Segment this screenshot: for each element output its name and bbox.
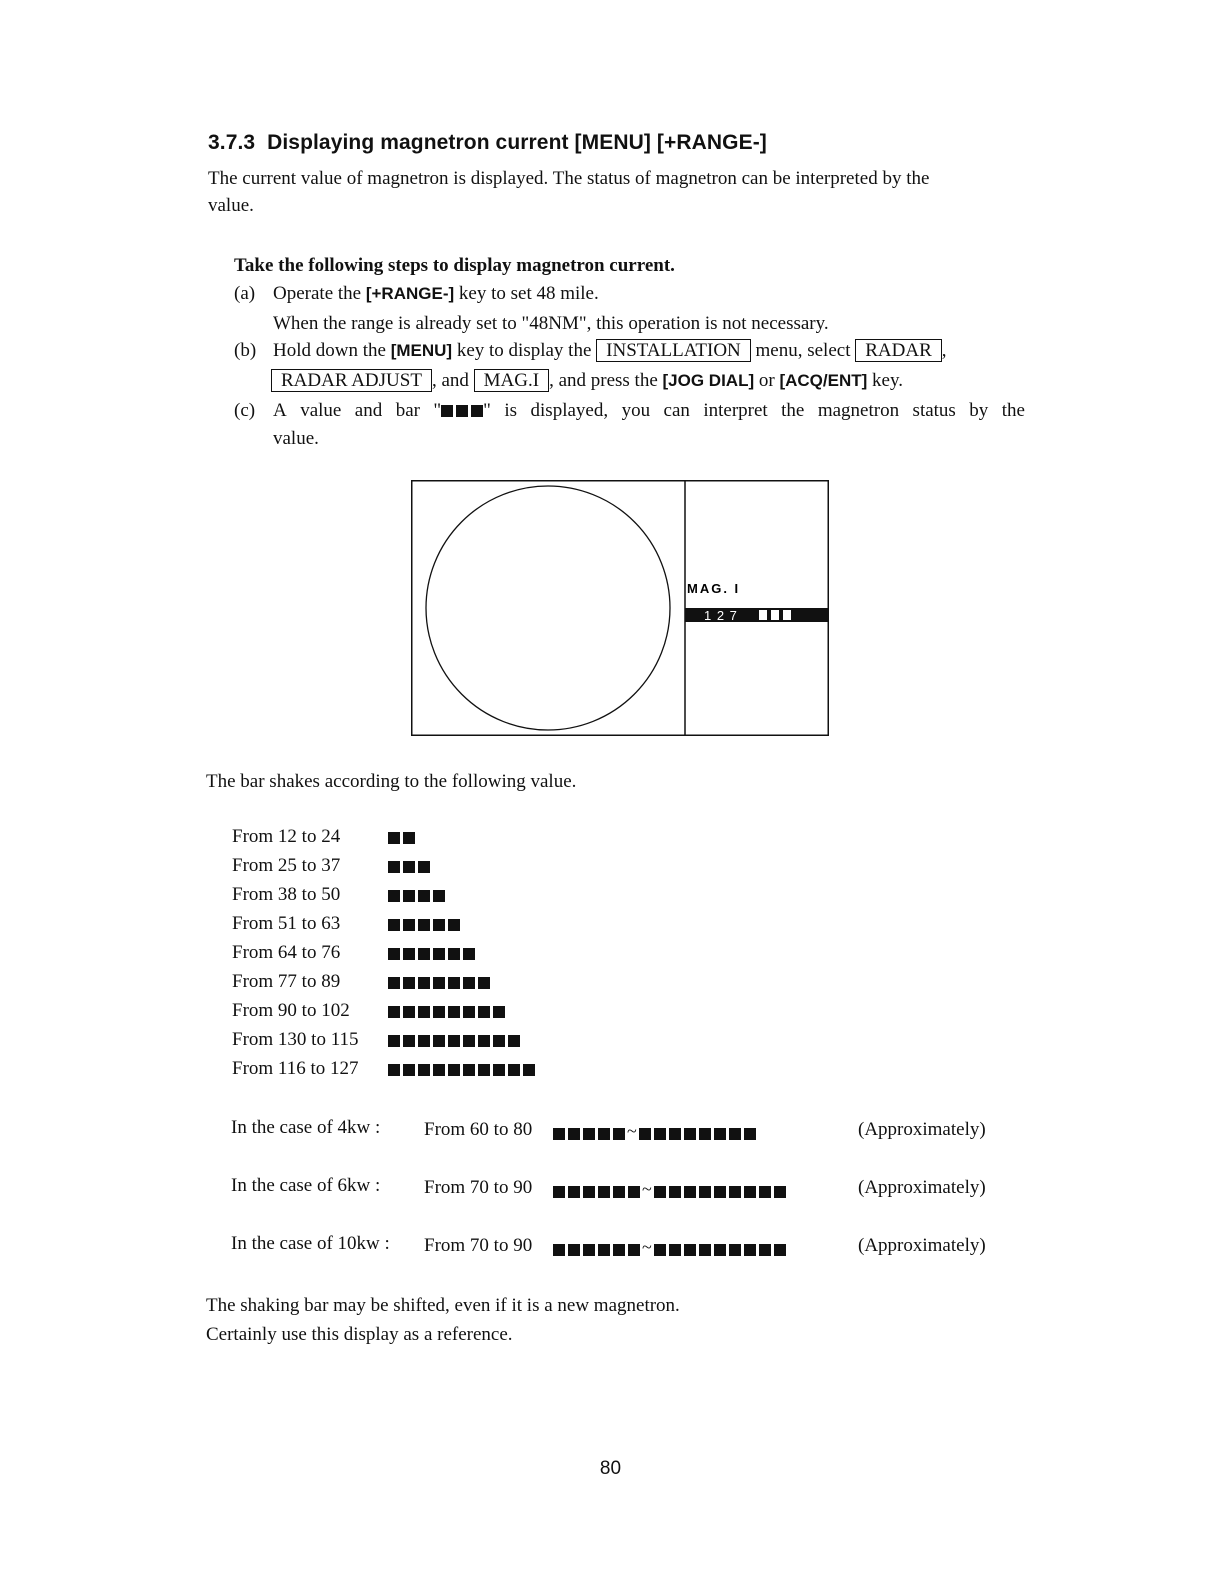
range-bar — [388, 1064, 538, 1078]
bar-square — [403, 919, 415, 931]
case-range: From 70 to 90 — [424, 1177, 533, 1198]
case-label: In the case of 4kw : — [231, 1117, 381, 1138]
bar-square — [403, 1035, 415, 1047]
bar-square — [448, 948, 460, 960]
bar-square — [553, 1186, 565, 1198]
bar-square — [628, 1186, 640, 1198]
bar-square — [403, 861, 415, 873]
bar-square — [493, 1064, 505, 1076]
bar-square — [613, 1186, 625, 1198]
bar-square — [388, 861, 400, 873]
bar-square — [418, 890, 430, 902]
bar-square — [433, 977, 445, 989]
case-bar — [553, 1179, 789, 1200]
step-b-line-2: RADAR ADJUST , and MAG.I , and press the [JOG DIAL] or [ACQ/ENT] key. — [271, 367, 903, 394]
bar-square — [508, 1035, 520, 1047]
closing-line-1: The shaking bar may be shifted, even if it is a new magnetron. — [206, 1295, 680, 1316]
radar-adjust-menu-box: RADAR ADJUST — [271, 369, 432, 392]
closing-line-2: Certainly use this display as a reference. — [206, 1324, 513, 1345]
installation-menu-box: INSTALLATION — [596, 339, 751, 362]
jog-dial-key: [JOG DIAL] — [662, 371, 755, 390]
bar-square — [433, 919, 445, 931]
bar-square — [418, 948, 430, 960]
bar-square — [478, 977, 490, 989]
case-approx: (Approximately) — [858, 1119, 986, 1140]
bar-square — [418, 919, 430, 931]
bar-square — [553, 1244, 565, 1256]
bar-square — [478, 1006, 490, 1018]
range-label: From 116 to 127 — [232, 1058, 359, 1079]
case-label: In the case of 6kw : — [231, 1175, 381, 1196]
mag-i-label: MAG. I — [687, 581, 741, 596]
bar-square — [759, 1244, 771, 1256]
bar-square — [568, 1186, 580, 1198]
range-label: From 25 to 37 — [232, 855, 341, 876]
bar-square — [493, 1006, 505, 1018]
radar-menu-box: RADAR — [855, 339, 942, 362]
step-b-line-1: Hold down the [MENU] key to display the INSTALLATION menu, select RADAR , — [273, 340, 947, 361]
bar-square — [448, 977, 460, 989]
mag-i-level-square-2 — [771, 610, 779, 620]
range-label: From 90 to 102 — [232, 1000, 350, 1021]
step-c-line-1: A value and bar " " is displayed, you can interpret the magnetron status by the — [273, 400, 1025, 421]
bar-square — [388, 919, 400, 931]
section-heading — [208, 131, 767, 155]
range-bar — [388, 948, 478, 962]
range-bar — [388, 832, 418, 846]
bar-square — [654, 1128, 666, 1140]
bar-square — [669, 1128, 681, 1140]
range-label: From 130 to 115 — [232, 1029, 359, 1050]
bar-square — [508, 1064, 520, 1076]
bar-square — [463, 1064, 475, 1076]
mag-i-menu-box: MAG.I — [474, 369, 549, 392]
bar-square — [729, 1186, 741, 1198]
range-bar — [388, 861, 433, 875]
step-b-marker: (b) — [234, 340, 257, 361]
bar-square — [714, 1186, 726, 1198]
bar-square — [418, 1035, 430, 1047]
range-label: From 77 to 89 — [232, 971, 341, 992]
step-c-line-2: value. — [273, 428, 319, 449]
bar-square — [774, 1186, 786, 1198]
range-label: From 38 to 50 — [232, 884, 341, 905]
radar-display-diagram — [411, 480, 829, 736]
bar-square — [418, 977, 430, 989]
bar-square — [729, 1244, 741, 1256]
range-label: From 51 to 63 — [232, 913, 341, 934]
bar-square — [583, 1244, 595, 1256]
tilde-separator: ~ — [642, 1237, 652, 1257]
case-range: From 70 to 90 — [424, 1235, 533, 1256]
tilde-separator: ~ — [627, 1121, 637, 1141]
radar-ppi-circle — [426, 486, 670, 730]
bar-square — [699, 1244, 711, 1256]
case-bar — [553, 1237, 789, 1258]
case-range: From 60 to 80 — [424, 1119, 533, 1140]
bar-square — [388, 832, 400, 844]
bar-square — [478, 1035, 490, 1047]
bar-square — [714, 1244, 726, 1256]
bar-square — [714, 1128, 726, 1140]
mag-i-value: 1 2 7 — [704, 608, 738, 623]
bar-square — [598, 1244, 610, 1256]
bar-square — [463, 1006, 475, 1018]
bar-square — [583, 1186, 595, 1198]
bar-square — [493, 1035, 505, 1047]
bar-square — [654, 1244, 666, 1256]
menu-key: [MENU] — [390, 341, 453, 360]
bar-square — [418, 861, 430, 873]
bar-square — [403, 890, 415, 902]
bar-square — [463, 948, 475, 960]
range-key: [+RANGE-] — [365, 284, 455, 303]
bar-square — [613, 1128, 625, 1140]
bar-square — [744, 1244, 756, 1256]
bar-square — [744, 1128, 756, 1140]
bar-square — [388, 1006, 400, 1018]
bar-square — [598, 1128, 610, 1140]
step-c-marker: (c) — [234, 400, 256, 421]
bar-square — [639, 1128, 651, 1140]
step-a-text: Operate the [+RANGE-] key to set 48 mile. — [273, 283, 599, 304]
bar-square — [388, 1064, 400, 1076]
range-bar — [388, 919, 463, 933]
bar-square — [684, 1244, 696, 1256]
bar-caption: The bar shakes according to the following value. — [206, 771, 577, 792]
range-label: From 12 to 24 — [232, 826, 341, 847]
case-bar — [553, 1121, 759, 1142]
bar-square — [583, 1128, 595, 1140]
acq-ent-key: [ACQ/ENT] — [779, 371, 868, 390]
bar-square — [418, 1006, 430, 1018]
bar-square — [613, 1244, 625, 1256]
range-bar — [388, 1006, 508, 1020]
bar-square — [523, 1064, 535, 1076]
bar-square — [729, 1128, 741, 1140]
bar-square — [699, 1186, 711, 1198]
range-bar — [388, 1035, 523, 1049]
bar-square — [463, 977, 475, 989]
steps-heading: Take the following steps to display magnetron current. — [234, 255, 675, 276]
bar-square — [403, 1006, 415, 1018]
case-approx: (Approximately) — [858, 1235, 986, 1256]
bar-square — [403, 1064, 415, 1076]
bar-square — [568, 1128, 580, 1140]
bar-square — [744, 1186, 756, 1198]
bar-square — [568, 1244, 580, 1256]
bar-square — [388, 977, 400, 989]
bar-square — [433, 1064, 445, 1076]
bar-square — [418, 1064, 430, 1076]
section-title: Displaying magnetron current [MENU] [+RANGE-] — [267, 131, 767, 154]
case-approx: (Approximately) — [858, 1177, 986, 1198]
page-number: 80 — [599, 1458, 622, 1479]
bar-square — [403, 948, 415, 960]
bar-square — [388, 890, 400, 902]
range-bar — [388, 890, 448, 904]
bar-square — [654, 1186, 666, 1198]
bar-square — [774, 1244, 786, 1256]
bar-square — [388, 1035, 400, 1047]
bar-square — [478, 1064, 490, 1076]
bar-square — [448, 919, 460, 931]
bar-square — [628, 1244, 640, 1256]
range-bar — [388, 977, 493, 991]
bar-square — [598, 1186, 610, 1198]
step-a-note: When the range is already set to "48NM", this operation is not necessary. — [273, 313, 829, 334]
bar-square — [448, 1064, 460, 1076]
range-label: From 64 to 76 — [232, 942, 341, 963]
bar-square — [433, 948, 445, 960]
intro-line-2: value. — [208, 195, 254, 216]
bar-square — [463, 1035, 475, 1047]
case-label: In the case of 10kw : — [231, 1233, 390, 1254]
step-a-marker: (a) — [234, 283, 256, 304]
mag-i-level-square-1 — [759, 610, 767, 620]
bar-square — [684, 1128, 696, 1140]
bar-square — [403, 832, 415, 844]
bar-square — [433, 1006, 445, 1018]
bar-square — [403, 977, 415, 989]
bar-square — [669, 1186, 681, 1198]
bar-square — [669, 1244, 681, 1256]
mag-i-level-square-3 — [783, 610, 791, 620]
bar-square — [448, 1006, 460, 1018]
tilde-separator: ~ — [642, 1179, 652, 1199]
bar-square — [759, 1186, 771, 1198]
bar-square — [448, 1035, 460, 1047]
section-number: 3.7.3 — [208, 131, 256, 154]
bar-square — [388, 948, 400, 960]
bar-square — [699, 1128, 711, 1140]
intro-line-1: The current value of magnetron is displayed. The status of magnetron can be interpreted by the — [208, 168, 930, 189]
bar-square — [684, 1186, 696, 1198]
bar-square — [433, 1035, 445, 1047]
bar-square — [433, 890, 445, 902]
bar-square — [553, 1128, 565, 1140]
